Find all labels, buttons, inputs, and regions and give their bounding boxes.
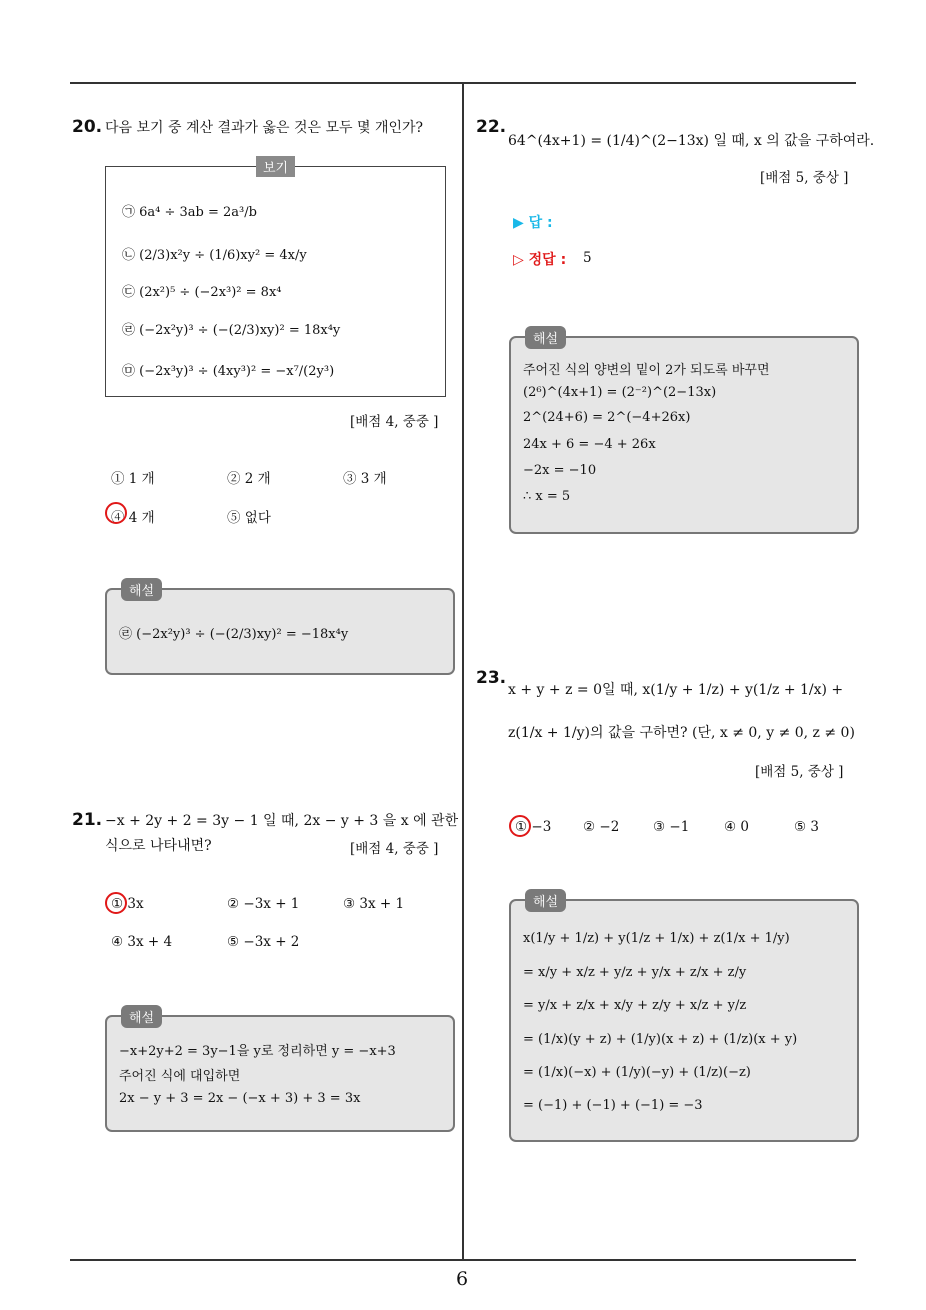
q23-solution-label: 해설 xyxy=(525,889,566,912)
q23-answer-mark-icon xyxy=(509,815,531,837)
q22-solution-line-1: 주어진 식의 양변의 밑이 2가 되도록 바꾸면 xyxy=(523,363,770,378)
q22-solution-line-6: ∴ x = 5 xyxy=(523,489,571,504)
q23-solution-line-1: x(1/y + 1/z) + y(1/z + 1/x) + z(1/x + 1/y) xyxy=(523,931,790,946)
q23-solution-line-5: = (1/x)(−x) + (1/y)(−y) + (1/z)(−z) xyxy=(523,1065,751,1080)
q21-question-line-2: 식으로 나타내면? xyxy=(105,838,212,854)
q22-correct-label: ▷ 정답 : xyxy=(513,252,567,268)
q20-solution-box xyxy=(105,584,455,675)
q20-bogi-item-3: ㉢ (2x²)⁵ ÷ (−2x³)² = 8x⁴ xyxy=(122,285,282,300)
q20-option-2[interactable]: ② 2 개 xyxy=(227,471,271,487)
q21-answer-mark-icon xyxy=(105,892,127,914)
q20-option-4[interactable]: ④ 4 개 xyxy=(111,510,155,526)
q20-bogi-item-2: ㉡ (2/3)x²y ÷ (1/6)xy² = 4x/y xyxy=(122,248,307,263)
q20-bogi-box xyxy=(105,161,446,397)
q23-question-line-2: z(1/x + 1/y)의 값을 구하면? (단, x ≠ 0, y ≠ 0, z ≠ 0) xyxy=(508,725,855,741)
q23-question-line-1: x + y + z = 0일 때, x(1/y + 1/z) + y(1/z + 1/x) + xyxy=(508,682,844,698)
q21-solution-label: 해설 xyxy=(121,1005,162,1028)
q21-option-3[interactable]: ③ 3x + 1 xyxy=(343,896,405,912)
q23-number: 23. xyxy=(476,668,507,688)
q21-option-4[interactable]: ④ 3x + 4 xyxy=(111,934,173,950)
q21-solution-line-2: 주어진 식에 대입하면 xyxy=(119,1069,241,1084)
q20-bogi-label: 보기 xyxy=(256,156,295,177)
q20-number: 20. xyxy=(72,117,103,137)
q21-option-2[interactable]: ② −3x + 1 xyxy=(227,896,300,912)
q22-solution-line-5: −2x = −10 xyxy=(523,463,597,478)
bottom-rule xyxy=(70,1259,856,1261)
q23-option-4[interactable]: ④ 0 xyxy=(724,819,749,835)
q22-solution-label: 해설 xyxy=(525,326,566,349)
page-number: 6 xyxy=(456,1268,469,1290)
q23-option-2[interactable]: ② −2 xyxy=(583,819,620,835)
q22-solution-line-2: (2⁶)^(4x+1) = (2⁻²)^(2−13x) xyxy=(523,385,717,400)
q21-option-5[interactable]: ⑤ −3x + 2 xyxy=(227,934,300,950)
q20-option-3[interactable]: ③ 3 개 xyxy=(343,471,387,487)
q21-solution-line-1: −x+2y+2 = 3y−1을 y로 정리하면 y = −x+3 xyxy=(119,1044,396,1059)
q22-question: 64^(4x+1) = (1/4)^(2−13x) 일 때, x 의 값을 구하여라. xyxy=(508,133,875,149)
q22-solution-line-3: 2^(24+6) = 2^(−4+26x) xyxy=(523,410,691,425)
q22-number: 22. xyxy=(476,117,507,137)
q23-option-5[interactable]: ⑤ 3 xyxy=(794,819,819,835)
q22-answer-label: ▶ 답 : xyxy=(513,215,553,231)
q21-solution-line-3: 2x − y + 3 = 2x − (−x + 3) + 3 = 3x xyxy=(119,1091,361,1106)
q20-answer-mark-icon xyxy=(105,502,127,524)
q23-solution-box xyxy=(509,895,859,1142)
q23-solution-line-6: = (−1) + (−1) + (−1) = −3 xyxy=(523,1098,703,1113)
q23-solution-line-2: = x/y + x/z + y/z + y/x + z/x + z/y xyxy=(523,965,747,980)
q21-question-line-1: −x + 2y + 2 = 3y − 1 일 때, 2x − y + 3 을 x 에 관한 xyxy=(105,813,459,829)
q23-solution-line-3: = y/x + z/x + x/y + z/y + x/z + y/z xyxy=(523,998,747,1013)
q22-solution-line-4: 24x + 6 = −4 + 26x xyxy=(523,437,656,452)
q20-bogi-item-1: ㉠ 6a⁴ ÷ 3ab = 2a³/b xyxy=(122,205,257,220)
q21-solution-box xyxy=(105,1011,455,1132)
q22-solution-box xyxy=(509,332,859,534)
q20-bogi-item-5: ㉤ (−2x³y)³ ÷ (4xy³)² = −x⁷/(2y³) xyxy=(122,364,335,379)
q22-meta: [배점 5, 중상 ] xyxy=(760,170,849,186)
q21-meta: [배점 4, 중중 ] xyxy=(350,841,439,857)
q23-solution-line-4: = (1/x)(y + z) + (1/y)(x + z) + (1/z)(x + y) xyxy=(523,1032,798,1047)
q20-bogi-item-4: ㉣ (−2x²y)³ ÷ (−(2/3)xy)² = 18x⁴y xyxy=(122,323,341,338)
q20-meta: [배점 4, 중중 ] xyxy=(350,414,439,430)
q21-number: 21. xyxy=(72,810,103,830)
q22-correct-value: 5 xyxy=(583,250,592,266)
column-divider xyxy=(462,82,464,1260)
q21-option-1[interactable]: ① 3x xyxy=(111,896,144,912)
q23-option-3[interactable]: ③ −1 xyxy=(653,819,690,835)
q20-solution-line-1: ㉣ (−2x²y)³ ÷ (−(2/3)xy)² = −18x⁴y xyxy=(119,627,349,642)
q23-option-1[interactable]: ① −3 xyxy=(515,819,552,835)
q20-question: 다음 보기 중 계산 결과가 옳은 것은 모두 몇 개인가? xyxy=(105,120,424,136)
q23-meta: [배점 5, 중상 ] xyxy=(755,764,844,780)
q20-option-1[interactable]: ① 1 개 xyxy=(111,471,155,487)
q20-solution-label: 해설 xyxy=(121,578,162,601)
q20-option-5[interactable]: ⑤ 없다 xyxy=(227,510,271,526)
